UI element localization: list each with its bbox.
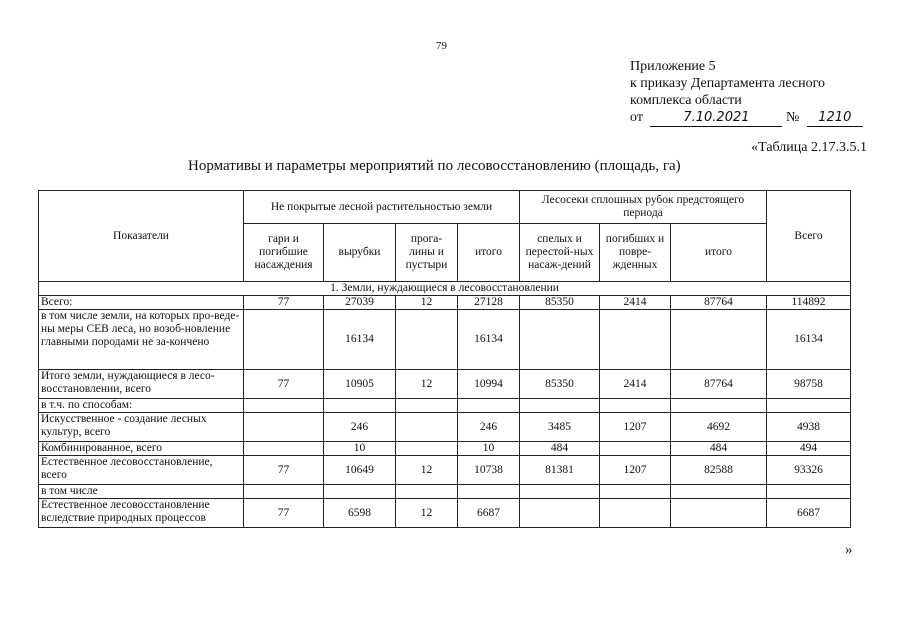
- table-row: [39, 370, 851, 399]
- header-total: Всего: [767, 191, 851, 282]
- cell: 12: [396, 370, 458, 399]
- header-indicators: Показатели: [39, 191, 244, 282]
- row-label: в том числе: [39, 485, 244, 499]
- cell: 81381: [520, 456, 600, 485]
- table-row: [39, 399, 851, 413]
- handwritten-date: 7.10.2021: [650, 109, 782, 127]
- cell: 98758: [767, 370, 851, 399]
- cell: 77: [244, 296, 324, 310]
- document-title: Нормативы и параметры мероприятий по лесовосстановлению (площадь, га): [188, 158, 681, 174]
- cell: 6598: [324, 499, 396, 528]
- cell: 1207: [600, 413, 671, 442]
- cell: [396, 310, 458, 370]
- row-label: Искусственное - создание лесных культур, всего: [39, 413, 244, 442]
- table-row: [39, 442, 851, 456]
- cell: 16134: [767, 310, 851, 370]
- header-dead-damaged: погибших и повре-жденных: [600, 224, 671, 282]
- table-row: [39, 499, 851, 528]
- cell: [244, 310, 324, 370]
- header-glades-wastelands: прога-лины и пустыри: [396, 224, 458, 282]
- cell: [671, 499, 767, 528]
- appendix-block: [630, 58, 863, 127]
- header-group-uncovered-lands: Не покрытые лесной растительностью земли: [244, 191, 520, 224]
- cell: [244, 399, 324, 413]
- appendix-line-3: комплекса области: [630, 93, 742, 108]
- table-row: [39, 456, 851, 485]
- cell: 6687: [767, 499, 851, 528]
- cell: [396, 413, 458, 442]
- appendix-date-line: [630, 109, 863, 127]
- cell: 82588: [671, 456, 767, 485]
- cell: 77: [244, 456, 324, 485]
- cell: [396, 485, 458, 499]
- cell: [671, 310, 767, 370]
- closing-quote: »: [845, 542, 853, 558]
- cell: 2414: [600, 296, 671, 310]
- cell: 10: [458, 442, 520, 456]
- cell: 16134: [324, 310, 396, 370]
- cell: 87764: [671, 370, 767, 399]
- header-burnt-dead-stands: гари и погибшие насаждения: [244, 224, 324, 282]
- cell: 1207: [600, 456, 671, 485]
- header-subtotal-2: итого: [671, 224, 767, 282]
- cell: 494: [767, 442, 851, 456]
- cell: 85350: [520, 370, 600, 399]
- cell: [767, 399, 851, 413]
- table-row: [39, 296, 851, 310]
- table-row: [39, 485, 851, 499]
- header-mature-overmature: спелых и перестой-ных насаж-дений: [520, 224, 600, 282]
- cell: 77: [244, 499, 324, 528]
- cell: 484: [520, 442, 600, 456]
- cell: 4692: [671, 413, 767, 442]
- cell: [671, 485, 767, 499]
- handwritten-number: 1210: [807, 109, 863, 127]
- cell: 16134: [458, 310, 520, 370]
- cell: 12: [396, 499, 458, 528]
- cell: [396, 442, 458, 456]
- cell: [458, 485, 520, 499]
- header-cutovers: вырубки: [324, 224, 396, 282]
- cell: [244, 413, 324, 442]
- date-prefix: от: [630, 110, 643, 125]
- reforestation-table: [38, 190, 851, 528]
- cell: 87764: [671, 296, 767, 310]
- row-label: Комбинированное, всего: [39, 442, 244, 456]
- cell: [324, 485, 396, 499]
- cell: 77: [244, 370, 324, 399]
- cell: [520, 310, 600, 370]
- table-reference: «Таблица 2.17.3.5.1: [751, 140, 867, 155]
- row-label: в том числе земли, на которых про-ведены меры СЕВ леса, но возоб-новление главными породами не за-кончено: [39, 310, 244, 370]
- cell: [671, 399, 767, 413]
- cell: [600, 499, 671, 528]
- cell: 10: [324, 442, 396, 456]
- cell: 246: [324, 413, 396, 442]
- cell: 12: [396, 296, 458, 310]
- cell: [396, 399, 458, 413]
- cell: [600, 310, 671, 370]
- row-label: Всего:: [39, 296, 244, 310]
- header-group-clearcut-areas: Лесосеки сплошных рубок предстоящего периода: [520, 191, 767, 224]
- appendix-line-1: Приложение 5: [630, 59, 716, 74]
- cell: 10905: [324, 370, 396, 399]
- cell: 10738: [458, 456, 520, 485]
- page-number: 79: [436, 40, 447, 52]
- cell: 85350: [520, 296, 600, 310]
- cell: 10649: [324, 456, 396, 485]
- cell: 246: [458, 413, 520, 442]
- appendix-line-2: к приказу Департамента лесного: [630, 76, 826, 91]
- number-prefix: №: [785, 110, 800, 125]
- cell: [244, 442, 324, 456]
- cell: [600, 399, 671, 413]
- cell: [244, 485, 324, 499]
- table-row: [39, 413, 851, 442]
- section-title: 1. Земли, нуждающиеся в лесовосстановлении: [39, 282, 851, 296]
- row-label: Естественное лесовосстановление, всего: [39, 456, 244, 485]
- cell: [520, 485, 600, 499]
- cell: 93326: [767, 456, 851, 485]
- cell: [767, 485, 851, 499]
- cell: 10994: [458, 370, 520, 399]
- cell: 27039: [324, 296, 396, 310]
- row-label: в т.ч. по способам:: [39, 399, 244, 413]
- cell: [600, 485, 671, 499]
- cell: [520, 499, 600, 528]
- cell: [324, 399, 396, 413]
- table-row: [39, 310, 851, 370]
- row-label: Естественное лесовосстановление вследствие природных процессов: [39, 499, 244, 528]
- cell: 6687: [458, 499, 520, 528]
- cell: 27128: [458, 296, 520, 310]
- header-subtotal-1: итого: [458, 224, 520, 282]
- row-label: Итого земли, нуждающиеся в лесо-восстановлении, всего: [39, 370, 244, 399]
- cell: 114892: [767, 296, 851, 310]
- cell: 4938: [767, 413, 851, 442]
- cell: [458, 399, 520, 413]
- cell: 2414: [600, 370, 671, 399]
- cell: [600, 442, 671, 456]
- cell: 3485: [520, 413, 600, 442]
- cell: 12: [396, 456, 458, 485]
- cell: 484: [671, 442, 767, 456]
- cell: [520, 399, 600, 413]
